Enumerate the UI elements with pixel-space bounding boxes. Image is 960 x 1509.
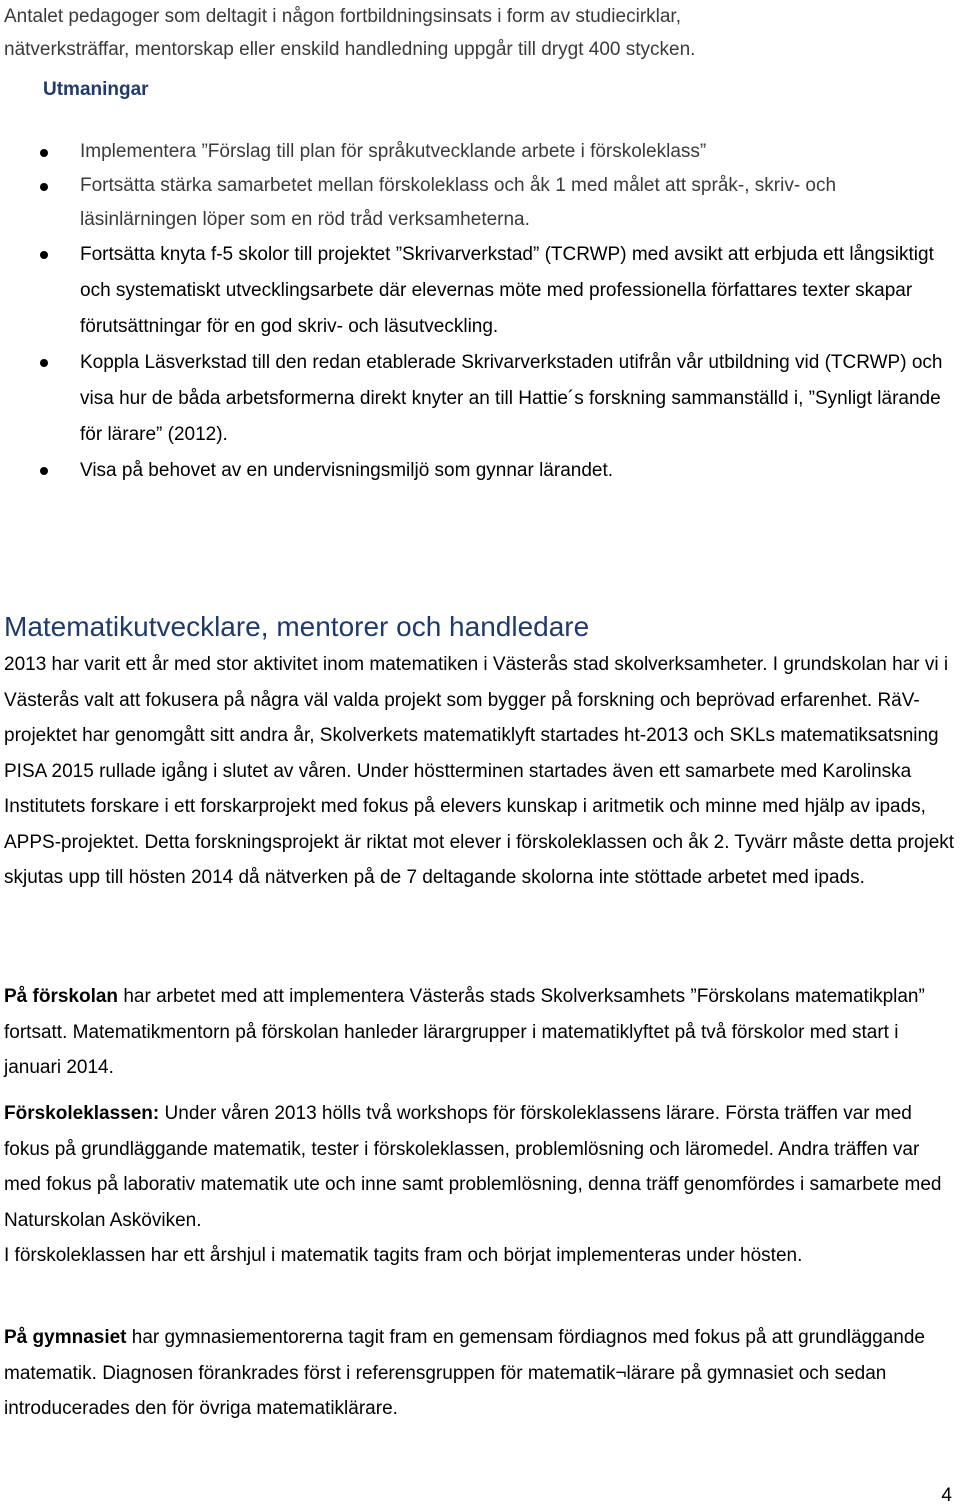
list-item xyxy=(0,345,955,453)
paragraph-body-block xyxy=(4,1096,959,1238)
list-item-text: Fortsätta stärka samarbetet mellan förskoleklass och åk 1 med målet att språk-, skriv- och läsinlärningen löper som en röd tråd verksamheterna. xyxy=(80,175,837,230)
paragraph-extra: I förskoleklassen har ett årshjul i matematik tagits fram och börjat implementeras under hösten. xyxy=(4,1245,803,1266)
paragraph-body: Under våren 2013 hölls två workshops för förskoleklassens lärare. Första träffen var med fokus på grundläggande matematik, tester i förskoleklassen, problemlösning och läromedel. Andra träffen var med fokus på laborativ matematik ute och inne samt problemlösning, denna träff genomfördes i samarbete med Naturskolan Asköviken. xyxy=(4,1103,942,1231)
bullet-icon xyxy=(40,359,48,367)
intro-line-2: nätverksträffar, mentorskap eller enskild handledning uppgår till drygt 400 stycken. xyxy=(4,39,696,60)
intro-line-1: Antalet pedagoger som deltagit i någon fortbildningsinsats i form av studiecirklar, xyxy=(4,6,681,27)
paragraph-lead: På gymnasiet xyxy=(4,1327,127,1348)
paragraph-lead: På förskolan xyxy=(4,986,119,1007)
paragraph-body: har arbetet med att implementera Västerås stads Skolverksamhets ”Förskolans matematikplan” fortsatt. Matematikmentorn på förskolan hanleder lärargrupper i matematiklyftet på två förskolor med start i januari 2014. xyxy=(4,986,925,1078)
section-paragraph-3 xyxy=(4,1096,959,1274)
list-item xyxy=(0,169,955,237)
challenges-list xyxy=(0,135,955,489)
list-item-text: Koppla Läsverkstad till den redan etablerade Skrivarverkstaden utifrån vår utbildning vid (TCRWP) och visa hur de båda arbetsformerna direkt knyter an till Hattie´s forskning sammanställd i, ”Synligt lärande för lärare” (2012). xyxy=(80,352,943,445)
bullet-icon xyxy=(40,149,48,157)
section-heading: Matematikutvecklare, mentorer och handledare xyxy=(4,611,590,643)
bullet-icon xyxy=(40,183,48,191)
list-item xyxy=(0,237,955,345)
paragraph-lead: Förskoleklassen: xyxy=(4,1103,160,1124)
page-number: 4 xyxy=(941,1485,952,1506)
intro-paragraph xyxy=(4,0,954,66)
bullet-icon xyxy=(40,467,48,475)
list-item-text: Implementera ”Förslag till plan för språkutvecklande arbete i förskoleklass” xyxy=(80,141,707,162)
section-paragraph-1: 2013 har varit ett år med stor aktivitet inom matematiken i Västerås stad skolverksamheter. I grundskolan har vi i Västerås valt att fokusera på några väl valda projekt som bygger på forskning och beprövad erfarenhet. RäV-projektet har genomgått sitt andra år, Skolverkets matematiklyft startades ht-2013 och SKLs matematiksatsning PISA 2015 rullade igång i slutet av våren. Under höstterminen startades även ett samarbete med Karolinska Institutets forskare i ett forskarprojekt med fokus på elevers kunskap i aritmetik och minne med hjälp av ipads, APPS-projektet. Detta forskningsprojekt är riktat mot elever i förskoleklassen och åk 2. Tyvärr måste detta projekt skjutas upp till hösten 2014 då nätverken på de 7 deltagande skolorna inte stöttade arbetet med ipads. xyxy=(4,654,955,888)
list-item-text: Fortsätta knyta f-5 skolor till projektet ”Skrivarverkstad” (TCRWP) med avsikt att erbjuda ett långsiktigt och systematiskt utvecklingsarbete där elevernas möte med professionella författares texter skapar förutsättningar för en god skriv- och läsutveckling. xyxy=(80,244,934,337)
section-paragraph-4 xyxy=(4,1320,959,1427)
list-item-text: Visa på behovet av en undervisningsmiljö som gynnar lärandet. xyxy=(80,460,614,481)
list-item xyxy=(0,453,955,489)
paragraph-body: har gymnasiementorerna tagit fram en gemensam fördiagnos med fokus på att grundläggande matematik. Diagnosen förankrades först i referensgruppen för matematik¬lärare på gymnasiet och sedan introducerades den för övriga matematiklärare. xyxy=(4,1327,925,1419)
challenges-heading: Utmaningar xyxy=(43,79,149,100)
list-item xyxy=(0,135,955,169)
section-paragraph-2 xyxy=(4,979,959,1086)
bullet-icon xyxy=(40,251,48,259)
